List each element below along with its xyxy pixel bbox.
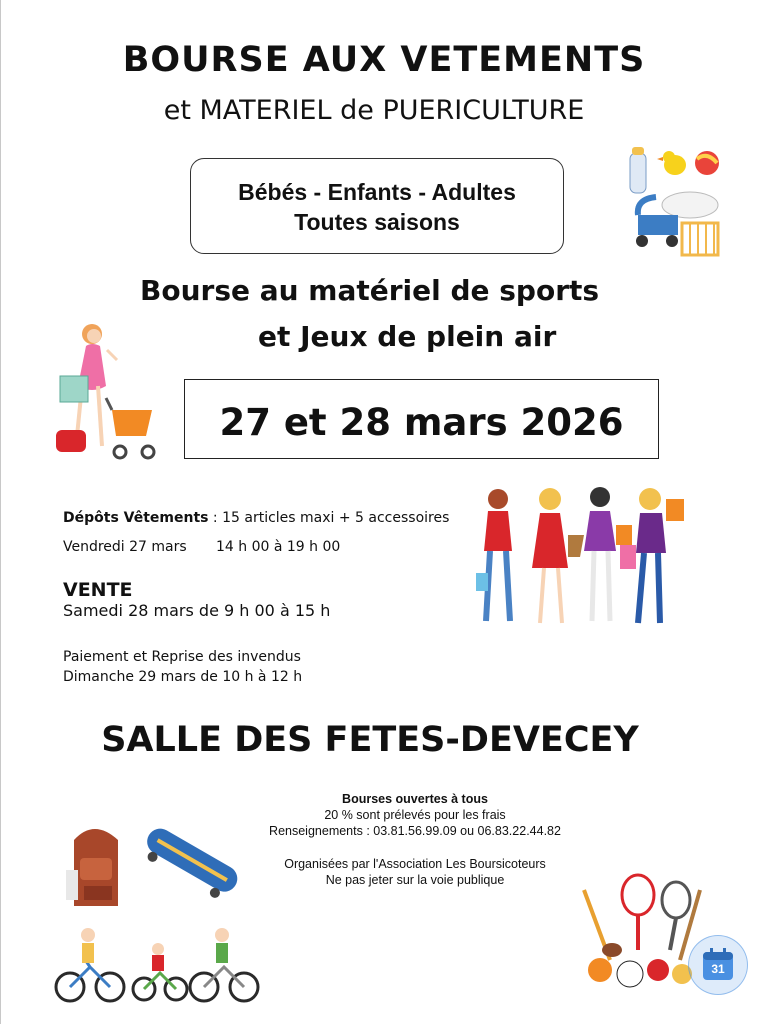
deposit-day: Vendredi 27 mars — [63, 539, 187, 555]
venue-title: SALLE DES FETES-DEVECEY — [101, 720, 639, 760]
info-organizer: Organisées par l'Association Les Boursicoteurs — [284, 857, 546, 871]
payment-line-1: Paiement et Reprise des invendus — [63, 649, 301, 665]
calendar-day: 31 — [711, 962, 725, 976]
baby-items-illustration — [620, 145, 730, 270]
poster-subtitle: et MATERIEL de PUERICULTURE — [163, 95, 585, 126]
poster-title: BOURSE AUX VETEMENTS — [122, 40, 646, 80]
payment-line-2: Dimanche 29 mars de 10 h à 12 h — [63, 669, 303, 685]
event-date-box — [184, 379, 659, 459]
deposit-label: Dépôts Vêtements — [63, 510, 209, 526]
page-edge — [0, 0, 1, 1024]
backpack-skateboard-illustration — [60, 820, 240, 915]
audience-line: Bébés - Enfants - Adultes — [238, 179, 516, 205]
sports-line-1: Bourse au matériel de sports — [140, 274, 600, 307]
sports-line-2: et Jeux de plein air — [258, 320, 557, 353]
mother-stroller-illustration — [52, 320, 167, 485]
season-line: Toutes saisons — [294, 209, 460, 235]
deposit-info — [63, 510, 449, 526]
info-fee: 20 % sont prélevés pour les frais — [324, 808, 506, 822]
cycling-family-illustration — [52, 925, 262, 1005]
info-contact: Renseignements : 03.81.56.99.09 ou 06.83.22.44.82 — [269, 824, 561, 838]
shopping-women-illustration — [470, 485, 700, 635]
calendar-widget[interactable] — [688, 935, 748, 995]
info-open: Bourses ouvertes à tous — [342, 792, 488, 806]
deposit-hours: 14 h 00 à 19 h 00 — [216, 539, 341, 555]
sale-detail: Samedi 28 mars de 9 h 00 à 15 h — [63, 601, 331, 620]
sale-heading: VENTE — [63, 579, 133, 601]
audience-box — [190, 158, 564, 254]
info-notice: Ne pas jeter sur la voie publique — [325, 873, 505, 887]
deposit-detail: : 15 articles maxi + 5 accessoires — [208, 510, 450, 526]
event-date: 27 et 28 mars 2026 — [219, 401, 624, 444]
